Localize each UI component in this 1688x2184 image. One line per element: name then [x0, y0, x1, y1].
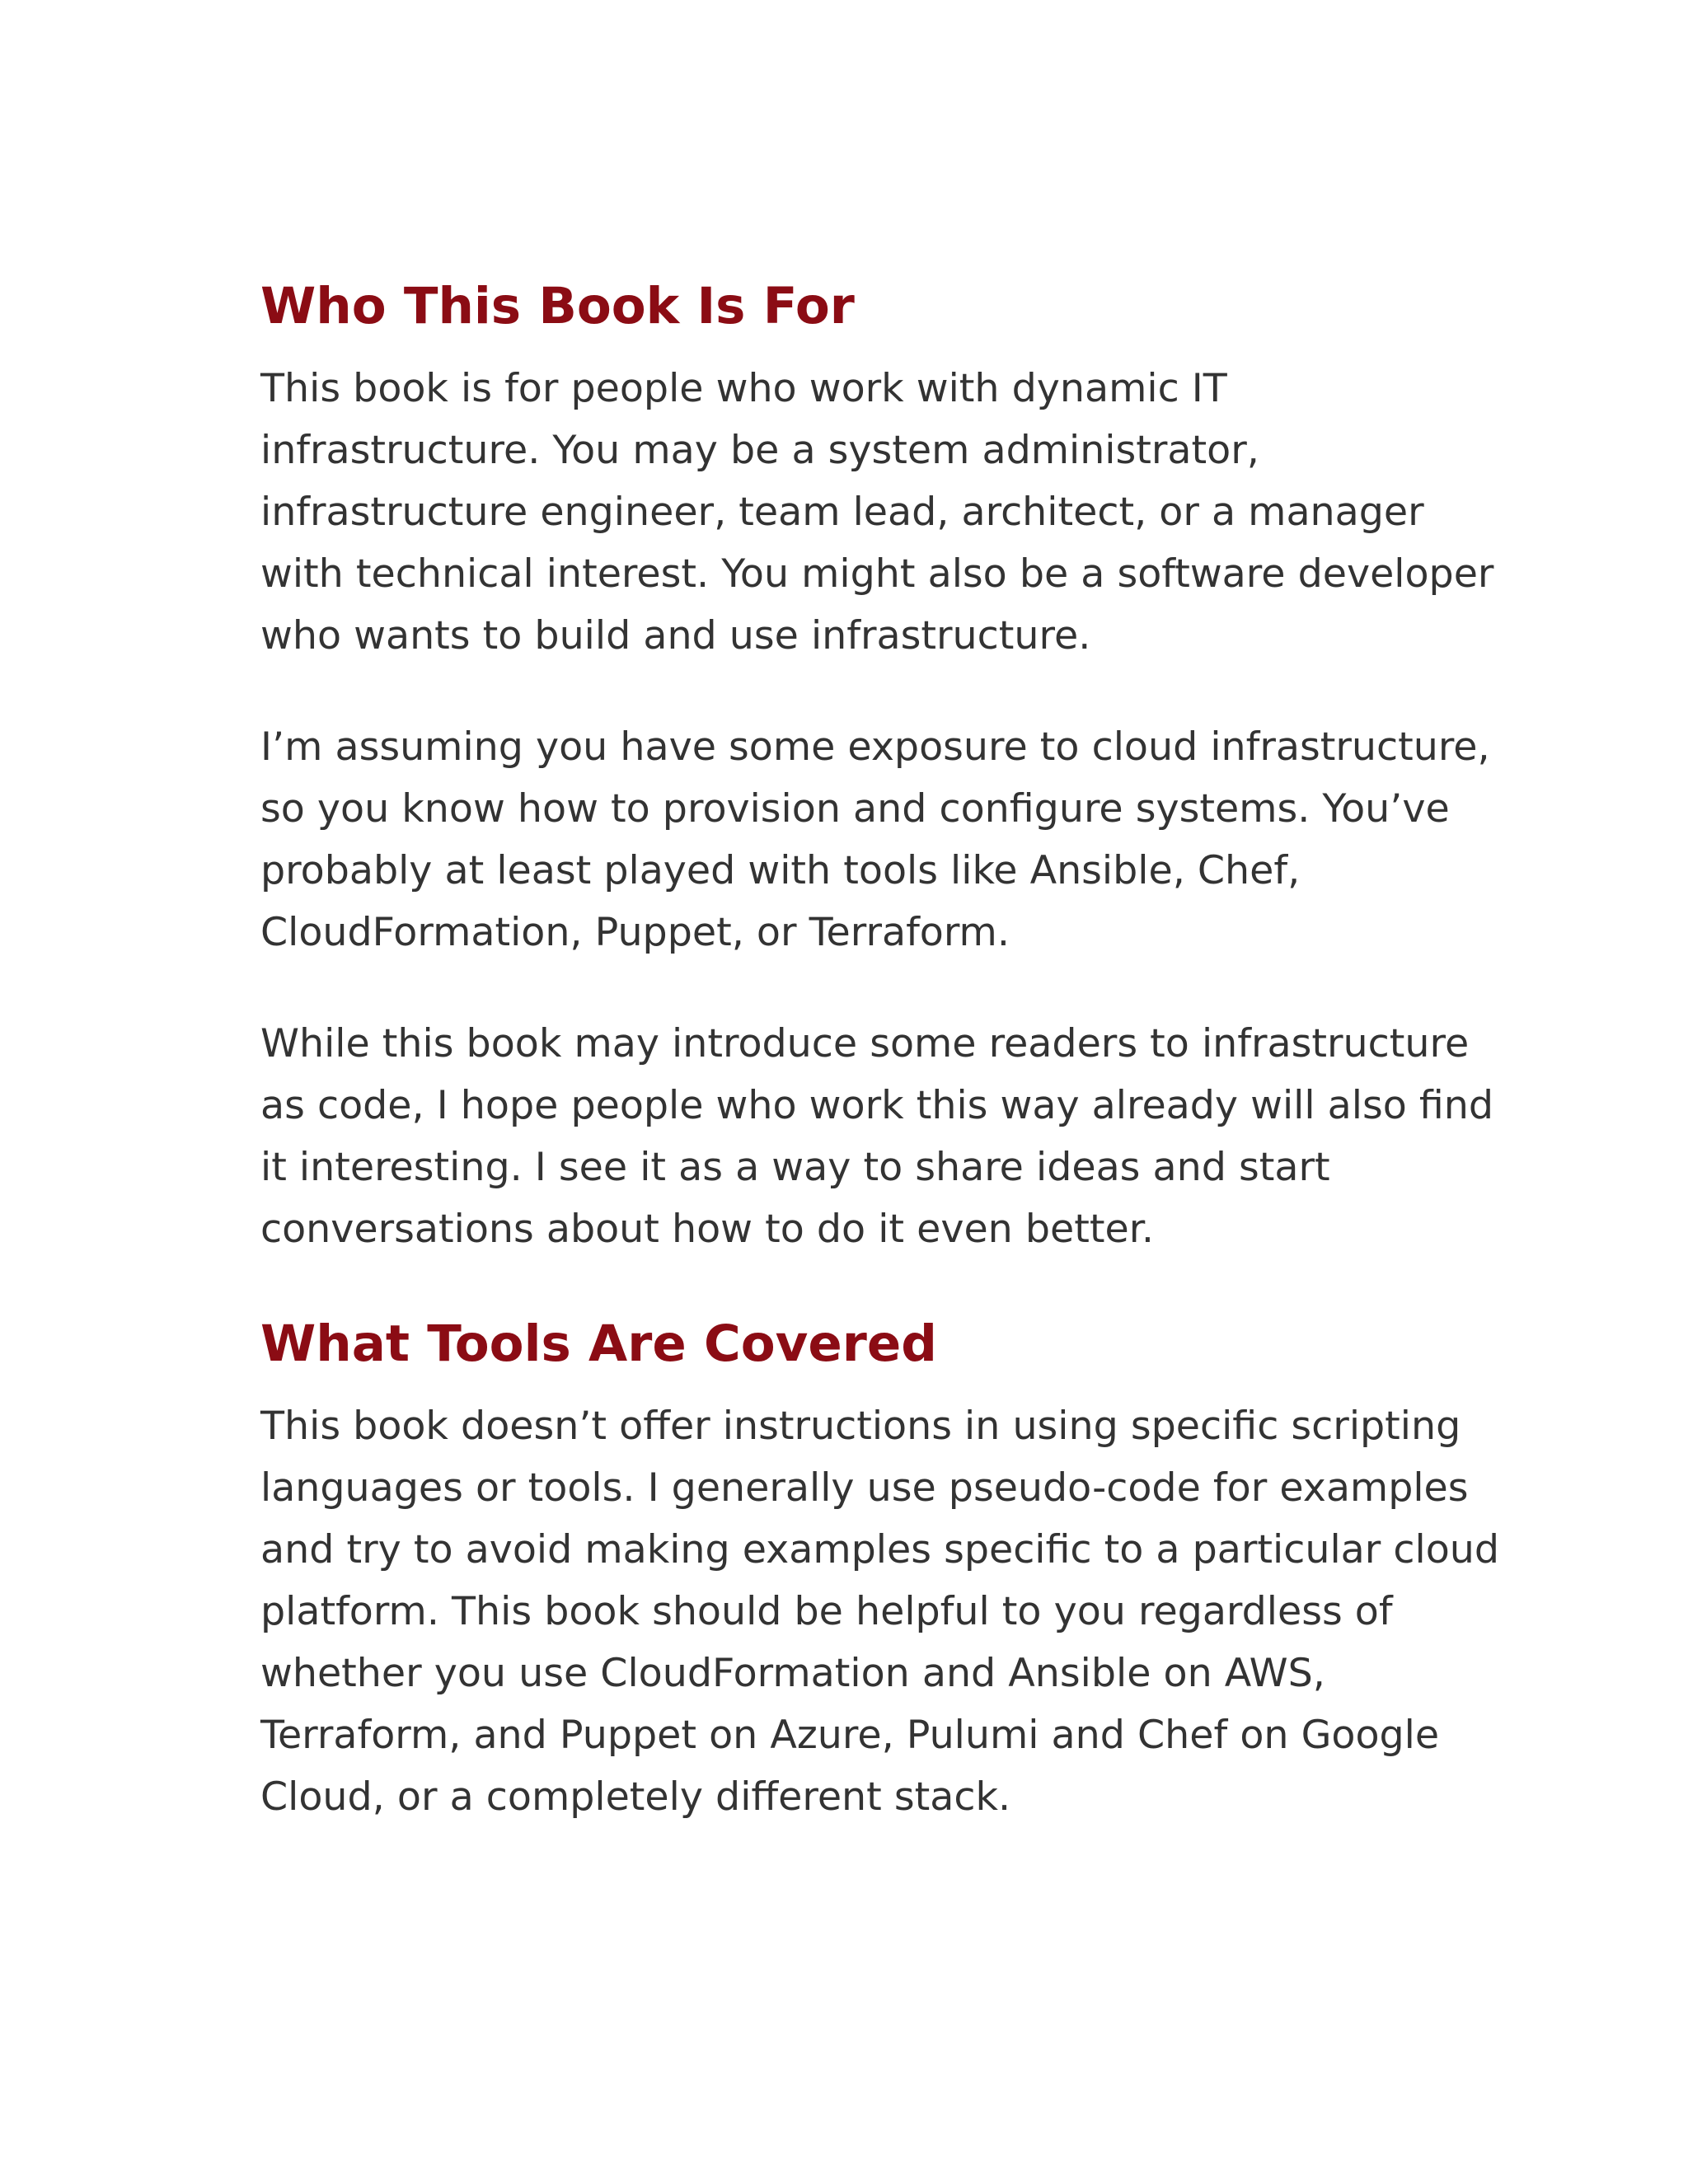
book-page — [260, 272, 1500, 1877]
paragraph-tools — [260, 1395, 1500, 1828]
text-line: probably at least played with tools like Ansible, Chef, — [260, 848, 1301, 893]
text-line: it interesting. I see it as a way to share ideas and start — [260, 1145, 1330, 1190]
text-line: I’m assuming you have some exposure to cloud infrastructure, — [260, 724, 1490, 770]
text-line: and try to avoid making examples specific to a particular cloud — [260, 1527, 1500, 1572]
text-line: conversations about how to do it even better. — [260, 1207, 1154, 1252]
text-line: While this book may introduce some readers to infrastructure — [260, 1021, 1470, 1066]
text-line: whether you use CloudFormation and Ansible on AWS, — [260, 1651, 1325, 1696]
text-line: languages or tools. I generally use pseudo-code for examples — [260, 1465, 1469, 1511]
text-line: CloudFormation, Puppet, or Terraform. — [260, 910, 1010, 955]
section-heading-what-tools-are-covered: What Tools Are Covered — [260, 1315, 937, 1373]
text-line: who wants to build and use infrastructure. — [260, 613, 1091, 658]
text-line: platform. This book should be helpful to you regardless of — [260, 1589, 1393, 1634]
text-line: as code, I hope people who work this way already will also find — [260, 1083, 1494, 1128]
text-line: Cloud, or a completely different stack. — [260, 1774, 1011, 1820]
text-line: infrastructure. You may be a system administrator, — [260, 428, 1259, 473]
text-line: This book is for people who work with dynamic IT — [260, 366, 1227, 411]
paragraph-audience — [260, 358, 1494, 667]
text-line: so you know how to provision and configure systems. You’ve — [260, 786, 1450, 832]
paragraph-assumptions — [260, 716, 1490, 963]
section-heading-who-this-book-is-for: Who This Book Is For — [260, 277, 855, 335]
text-line: This book doesn’t offer instructions in using specific scripting — [260, 1404, 1461, 1449]
text-line: with technical interest. You might also be a software developer — [260, 551, 1494, 597]
text-line: infrastructure engineer, team lead, architect, or a manager — [260, 490, 1424, 535]
paragraph-intent — [260, 1013, 1494, 1260]
text-line: Terraform, and Puppet on Azure, Pulumi and Chef on Google — [260, 1713, 1440, 1758]
